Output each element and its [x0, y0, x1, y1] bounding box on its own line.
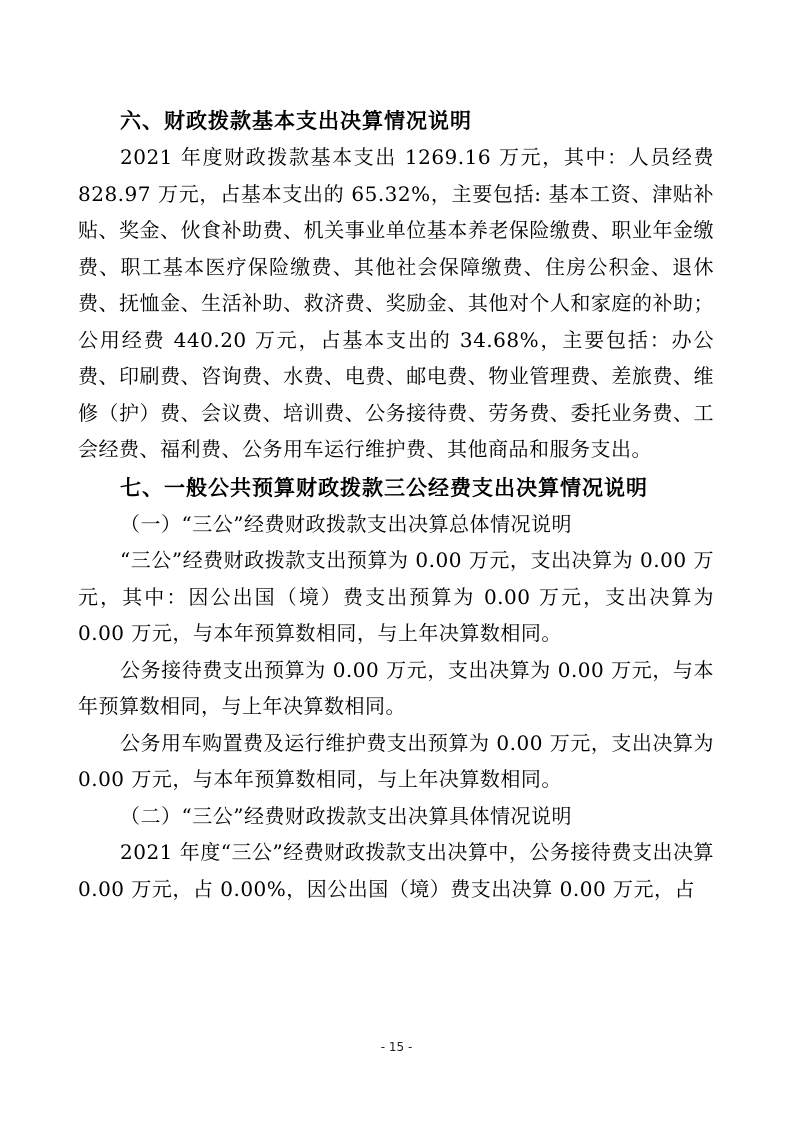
page-number: - 15 -: [380, 1040, 413, 1054]
subsection-2-paragraph-1: 2021 年度“三公”经费财政拨款支出决算中，公务接待费支出决算 0.00 万元，占 0.00%，因公出国（境）费支出决算 0.00 万元，占: [78, 840, 714, 901]
section-6-heading: 六、财政拨款基本支出决算情况说明: [120, 109, 472, 133]
subsection-1-paragraph-3: 公务用车购置费及运行维护费支出预算为 0.00 万元，支出决算为 0.00 万元，与本年预算数相同，与上年决算数相同。: [78, 730, 714, 791]
subsection-2-title: （二）“三公”经费财政拨款支出决算具体情况说明: [120, 803, 572, 828]
subsection-1-paragraph-1: “三公”经费财政拨款支出预算为 0.00 万元，支出决算为 0.00 万元，其中：因公出国（境）费支出预算为 0.00 万元，支出决算为 0.00 万元，与本年预算数相同，与上年决算数相同。: [78, 548, 714, 645]
section-6-paragraph: 2021 年度财政拨款基本支出 1269.16 万元，其中：人员经费 828.97 万元，占基本支出的 65.32%，主要包括: 基本工资、津贴补贴、奖金、伙食补助费、机关事业单位基本养老保险缴费、职业年金缴费、职工基本医疗保险缴费、其他社会保障缴费、住房公积金、退休费、抚恤金、生活补助、救济费、奖励金、其他对个人和家庭的补助；公用经费 440.20 万元，占基本支出的 34.68%，主要包括：办公费、印刷费、咨询费、水费、电费、邮电费、物业管理费、差旅费、维修（护）费、会议费、培训费、公务接待费、劳务费、委托业务费、工会经费、福利费、公务用车运行维护费、其他商品和服务支出。: [78, 145, 714, 461]
subsection-1-paragraph-2: 公务接待费支出预算为 0.00 万元，支出决算为 0.00 万元，与本年预算数相同，与上年决算数相同。: [78, 657, 714, 718]
document-body: [78, 103, 714, 907]
subsection-1-title: （一）“三公”经费财政拨款支出决算总体情况说明: [120, 511, 572, 536]
section-7-heading: 七、一般公共预算财政拨款三公经费支出决算情况说明: [120, 475, 648, 500]
